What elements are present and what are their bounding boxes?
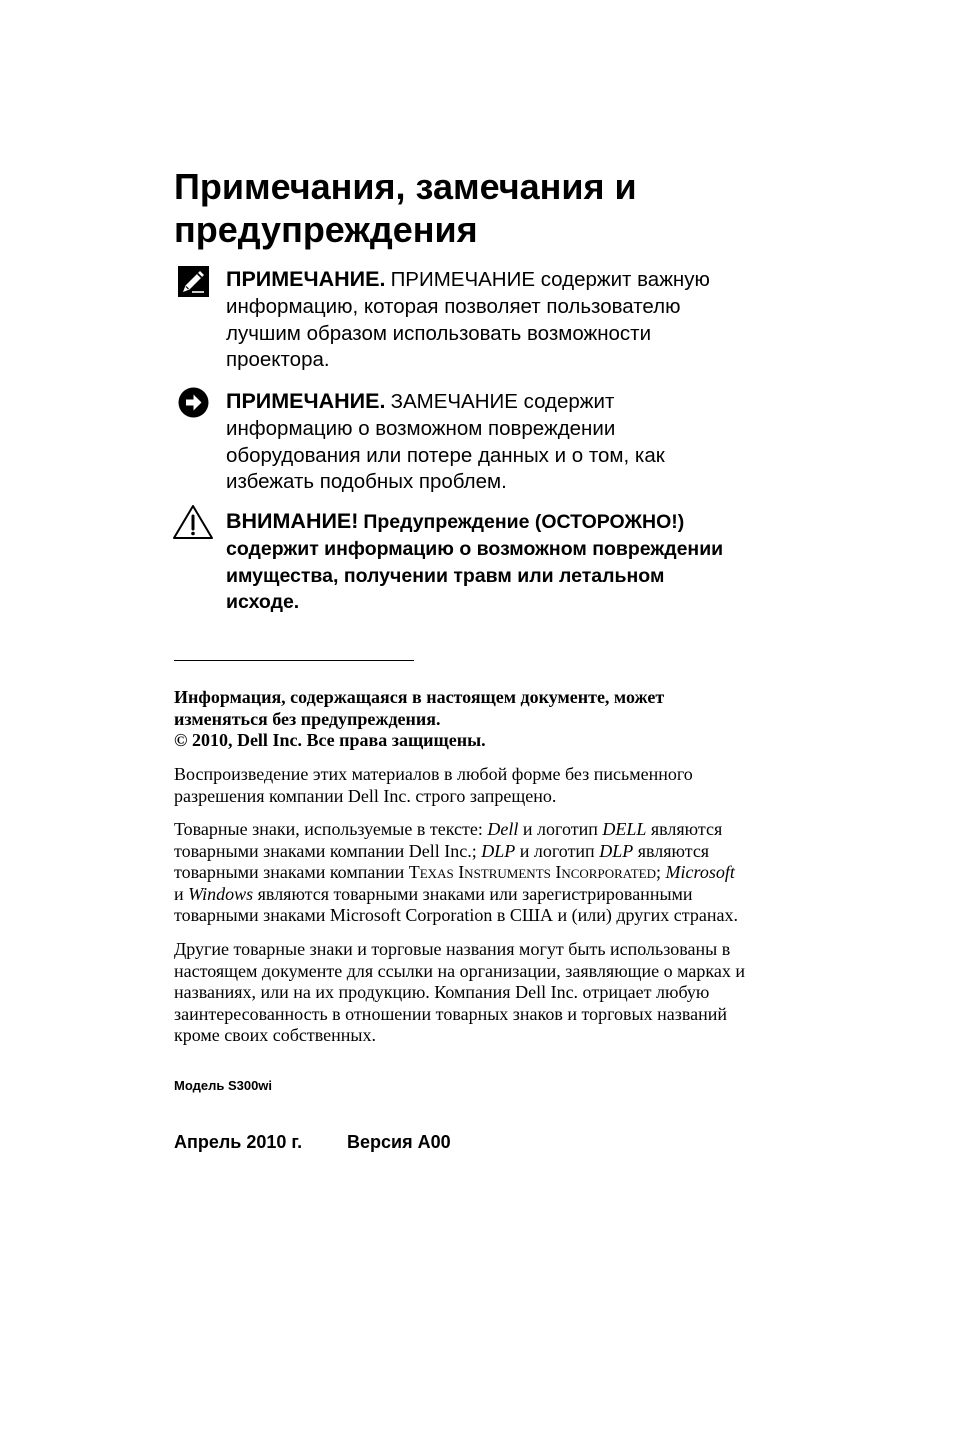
reproduction-line-1: Воспроизведение этих материалов в любой форме без письменного bbox=[174, 764, 693, 784]
trademarks-text: являются товарными знаками или зарегистрированными bbox=[253, 883, 693, 904]
trademarks-text: товарными знаками компании bbox=[174, 862, 409, 883]
disclaimer-line-2: изменяться без предупреждения. bbox=[174, 708, 441, 729]
page-title-line-1: Примечания, замечания и bbox=[174, 166, 637, 207]
trademarks-text: товарными знаками компании Dell Inc.; bbox=[174, 840, 482, 861]
notice-block bbox=[172, 388, 872, 498]
trademarks-line-5 bbox=[174, 905, 738, 927]
notice-line-2: информацию о возможном повреждении bbox=[226, 416, 616, 440]
notice-line-4: избежать подобных проблем. bbox=[226, 470, 507, 494]
other-trademarks-paragraph bbox=[174, 939, 745, 1047]
caution-line-2: содержит информацию о возможном повреждении bbox=[226, 537, 724, 560]
reproduction-paragraph bbox=[174, 764, 693, 807]
trademarks-text: ; bbox=[655, 862, 666, 883]
other-trademarks-line-4: заинтересованность в отношении товарных знаков и торговых названий bbox=[174, 1003, 728, 1024]
section-divider bbox=[174, 660, 414, 661]
trademark-windows: Windows bbox=[188, 883, 254, 904]
trademarks-line-2 bbox=[174, 841, 738, 863]
other-trademarks-line-1: Другие товарные знаки и торговые названия могут быть использованы в bbox=[174, 939, 731, 959]
trademarks-text: Товарные знаки, используемые в тексте: bbox=[174, 819, 488, 839]
note-line-2: информацию, которая позволяет пользователю bbox=[226, 294, 681, 318]
disclaimer-paragraph bbox=[174, 687, 664, 752]
notice-arrow-icon bbox=[178, 387, 209, 423]
note-line-1: ПРИМЕЧАНИЕ содержит важную bbox=[390, 268, 710, 291]
caution-block bbox=[172, 508, 872, 618]
other-trademarks-line-5: кроме своих собственных. bbox=[174, 1025, 377, 1046]
trademarks-text: и bbox=[174, 883, 189, 904]
trademark-microsoft: Microsoft bbox=[665, 862, 735, 883]
disclaimer-line-1: Информация, содержащаяся в настоящем документе, может bbox=[174, 687, 665, 707]
trademark-texas-instruments: Texas Instruments Incorporated bbox=[408, 862, 656, 883]
note-label: ПРИМЕЧАНИЕ. bbox=[226, 267, 386, 291]
caution-line-3: имущества, получении травм или летальном bbox=[226, 564, 665, 587]
model-number: Модель S300wi bbox=[174, 1078, 273, 1093]
trademarks-line-3 bbox=[174, 862, 738, 884]
page-title-line-2: предупреждения bbox=[174, 209, 478, 250]
copyright-line: © 2010, Dell Inc. Все права защищены. bbox=[174, 730, 486, 751]
trademarks-line-1 bbox=[174, 819, 738, 841]
trademarks-text: являются bbox=[646, 819, 723, 839]
caution-triangle-icon bbox=[172, 504, 214, 545]
note-line-3: лучшим образом использовать возможности bbox=[226, 321, 652, 345]
caution-text bbox=[226, 508, 723, 616]
caution-line-4: исходе. bbox=[226, 591, 300, 614]
trademark-dell-logo: DELL bbox=[602, 819, 647, 839]
other-trademarks-line-3: названиях, или на их продукцию. Компания Dell Inc. отрицает любую bbox=[174, 982, 710, 1003]
trademark-dlp-logo: DLP bbox=[599, 840, 634, 861]
note-line-4: проектора. bbox=[226, 348, 330, 372]
notice-text bbox=[226, 388, 665, 496]
page-title bbox=[174, 165, 637, 251]
other-trademarks-line-2: настоящем документе для ссылки на организации, заявляющие о марках и bbox=[174, 960, 745, 981]
note-text bbox=[226, 266, 710, 374]
note-pencil-icon bbox=[178, 266, 209, 302]
caution-label: ВНИМАНИЕ! bbox=[226, 509, 359, 533]
document-version: Версия A00 bbox=[347, 1132, 451, 1152]
trademarks-text: и логотип bbox=[518, 819, 603, 839]
reproduction-line-2: разрешения компании Dell Inc. строго запрещено. bbox=[174, 785, 557, 806]
trademarks-line-4 bbox=[174, 884, 738, 906]
trademarks-text: являются bbox=[633, 840, 710, 861]
notice-line-3: оборудования или потере данных и о том, как bbox=[226, 443, 665, 467]
release-date: Апрель 2010 г. bbox=[174, 1132, 303, 1152]
trademarks-paragraph bbox=[174, 819, 738, 927]
trademarks-text: товарными знаками Microsoft Corporation в США и (или) других странах. bbox=[174, 905, 738, 926]
notice-line-1: ЗАМЕЧАНИЕ содержит bbox=[390, 390, 615, 413]
trademark-dlp: DLP bbox=[481, 840, 516, 861]
trademarks-text: и логотип bbox=[515, 840, 600, 861]
notice-label: ПРИМЕЧАНИЕ. bbox=[226, 389, 386, 413]
caution-line-1: Предупреждение (ОСТОРОЖНО!) bbox=[363, 511, 685, 533]
note-block bbox=[172, 266, 872, 376]
trademark-dell: Dell bbox=[487, 819, 519, 839]
